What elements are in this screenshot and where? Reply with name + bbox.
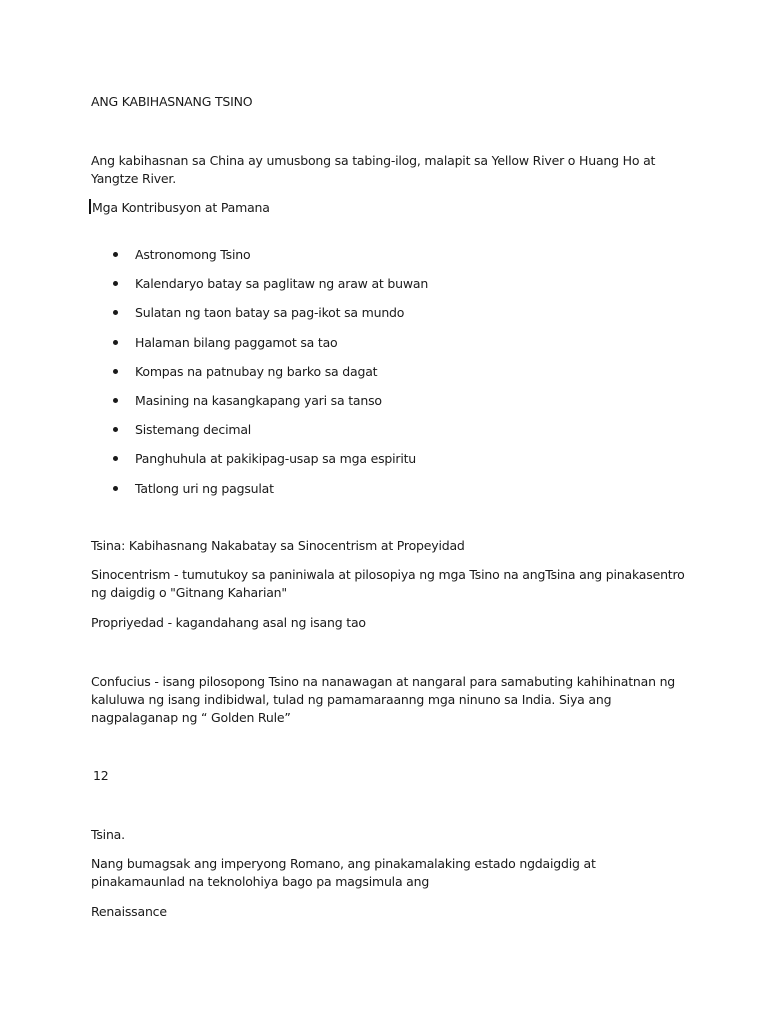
propriyedad-paragraph: Propriyedad - kagandahang asal ng isang tao <box>91 615 366 630</box>
text-cursor <box>89 199 91 214</box>
intro-paragraph: Ang kabihasnan sa China ay umusbong sa tabing-ilog, malapit sa Yellow River o Huang Ho at Yangtze River. <box>91 153 656 186</box>
page-number: 12 <box>93 768 109 783</box>
bullet-icon <box>113 310 118 315</box>
document-title: ANG KABIHASNANG TSINO <box>91 94 253 109</box>
list-item-label: Halaman bilang paggamot sa tao <box>135 335 338 350</box>
bullet-icon <box>113 398 118 403</box>
bullet-icon <box>113 369 118 374</box>
bullet-icon <box>113 427 118 432</box>
section-heading: Mga Kontribusyon at Pamana <box>92 200 270 215</box>
bullet-icon <box>113 486 118 491</box>
sinocentrism-paragraph: Sinocentrism - tumutukoy sa paniniwala at pilosopiya ng mga Tsino na angTsina ang pinakasentro ng daigdig o "Gitnang Kaharian" <box>91 567 685 600</box>
subtitle: Tsina: Kabihasnang Nakabatay sa Sinocentrism at Propeyidad <box>91 538 465 553</box>
list-item-label: Tatlong uri ng pagsulat <box>135 481 274 496</box>
list-item-label: Panghuhula at pakikipag-usap sa mga espiritu <box>135 451 417 466</box>
list-item-label: Sulatan ng taon batay sa pag-ikot sa mundo <box>135 305 405 320</box>
list-item-label: Kompas na patnubay ng barko sa dagat <box>135 364 378 379</box>
list-item-label: Sistemang decimal <box>135 422 252 437</box>
list-item-label: Astronomong Tsino <box>135 247 251 262</box>
section-heading-row <box>89 199 270 217</box>
bullet-icon <box>113 340 118 345</box>
confucius-paragraph: Confucius - isang pilosopong Tsino na nanawagan at nangaral para samabuting kahihinatnan ng kaluluwa ng isang indibidwal, tulad ng pamamaraanng mga ninuno sa India. Siya ang nagpalaganap ng “ Golden Rule” <box>91 674 676 725</box>
list-item-label: Kalendaryo batay sa paglitaw ng araw at buwan <box>135 276 429 291</box>
tsina-label: Tsina. <box>91 827 125 842</box>
renaissance-label: Renaissance <box>91 904 167 919</box>
bullet-icon <box>113 281 118 286</box>
roman-paragraph: Nang bumagsak ang imperyong Romano, ang pinakamalaking estado ngdaigdig at pinakamaunlad na teknolohiya bago pa magsimula ang <box>91 856 596 889</box>
bullet-icon <box>113 252 118 257</box>
bullet-icon <box>113 456 118 461</box>
list-item-label: Masining na kasangkapang yari sa tanso <box>135 393 382 408</box>
